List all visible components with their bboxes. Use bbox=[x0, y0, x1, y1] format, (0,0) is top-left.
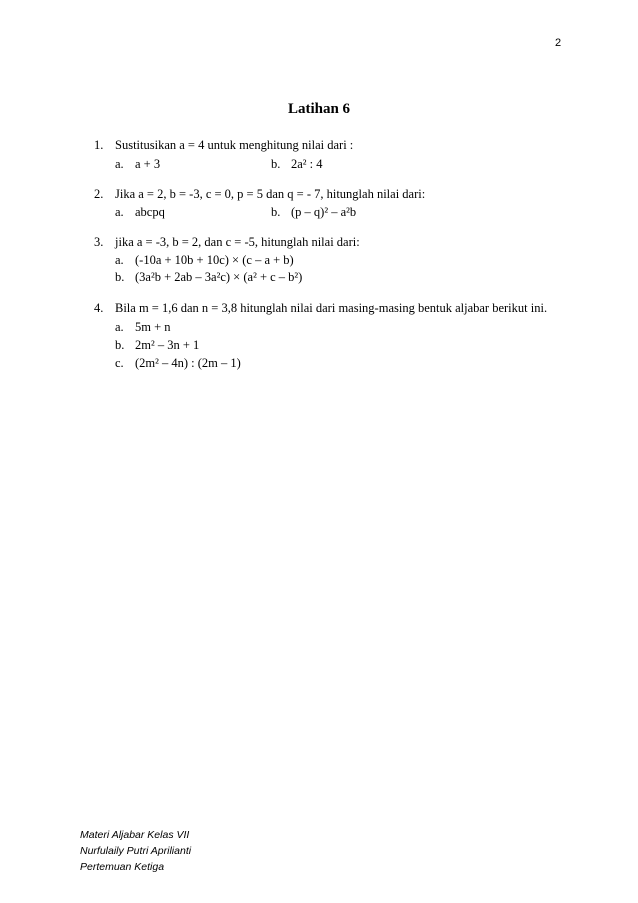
page-number: 2 bbox=[555, 37, 562, 49]
item-text: 2m² – 3n + 1 bbox=[135, 338, 200, 352]
question-3-item-a bbox=[115, 253, 294, 268]
item-text: (-10a + 10b + 10c) × (c – a + b) bbox=[135, 253, 294, 267]
question-3-item-b bbox=[115, 270, 302, 285]
item-label: b. bbox=[271, 157, 281, 171]
question-text: Jika a = 2, b = -3, c = 0, p = 5 dan q = - 7, hitunglah nilai dari: bbox=[115, 187, 426, 201]
item-text: (p – q)² – a²b bbox=[291, 205, 357, 219]
question-2-item-a bbox=[115, 205, 165, 220]
page-title: Latihan 6 bbox=[287, 101, 351, 117]
footer-course: Materi Aljabar Kelas VII bbox=[80, 829, 190, 841]
item-label: c. bbox=[115, 356, 124, 370]
question-2-item-b bbox=[271, 205, 356, 220]
question-text: Sustitusikan a = 4 untuk menghitung nilai dari : bbox=[115, 138, 354, 152]
item-label: a. bbox=[115, 253, 124, 267]
question-4-item-a bbox=[115, 320, 171, 335]
footer-author: Nurfulaily Putri Aprilianti bbox=[80, 845, 192, 857]
question-text: Bila m = 1,6 dan n = 3,8 hitunglah nilai dari masing-masing bentuk aljabar berikut ini. bbox=[115, 301, 548, 315]
item-text: 5m + n bbox=[135, 320, 171, 334]
item-text: a + 3 bbox=[135, 157, 161, 171]
question-2 bbox=[94, 187, 425, 202]
item-label: a. bbox=[115, 157, 124, 171]
question-1-item-a bbox=[115, 157, 160, 172]
item-label: b. bbox=[115, 270, 125, 284]
question-number: 2. bbox=[94, 187, 104, 201]
item-label: b. bbox=[271, 205, 281, 219]
footer-session: Pertemuan Ketiga bbox=[80, 861, 165, 873]
question-number: 4. bbox=[94, 301, 104, 315]
item-label: b. bbox=[115, 338, 125, 352]
question-number: 3. bbox=[94, 235, 104, 249]
item-text: (3a²b + 2ab – 3a²c) × (a² + c – b²) bbox=[135, 270, 303, 284]
question-4-item-b bbox=[115, 338, 199, 353]
question-4-item-c bbox=[115, 356, 241, 371]
question-1-item-b bbox=[271, 157, 323, 172]
question-text: jika a = -3, b = 2, dan c = -5, hitunglah nilai dari: bbox=[115, 235, 360, 249]
question-number: 1. bbox=[94, 138, 104, 152]
item-text: abcpq bbox=[135, 205, 165, 219]
item-text: 2a² : 4 bbox=[291, 157, 323, 171]
item-text: (2m² – 4n) : (2m – 1) bbox=[135, 356, 241, 370]
question-3 bbox=[94, 235, 360, 250]
item-label: a. bbox=[115, 320, 124, 334]
item-label: a. bbox=[115, 205, 124, 219]
question-1 bbox=[94, 138, 353, 153]
question-4 bbox=[94, 301, 547, 316]
